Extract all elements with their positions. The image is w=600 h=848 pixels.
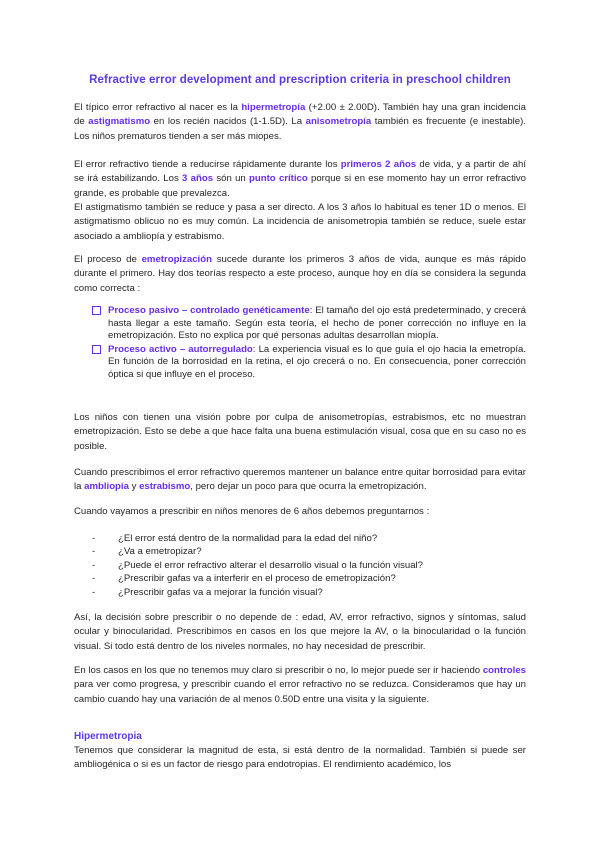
question-item: - ¿Prescribir gafas va a mejorar la función visual? (92, 586, 323, 598)
theory-label: Proceso pasivo – controlado genéticamente (108, 305, 310, 316)
paragraph-hipermetropia: Tenemos que considerar la magnitud de esta, si está dentro de la normalidad. También si puede ser ambliogénica o si es un factor de riesgo para endotropias. El rendimiento académico, los (74, 745, 526, 771)
dash-icon: - (92, 573, 96, 585)
highlight-ambliopia: ambliopía (84, 481, 129, 493)
paragraph-newborn-errors: El típico error refractivo al nacer es la hipermetropía (+2.00 ± 2.00D). También hay una gran incidencia de astigmatismo en los recién nacidos (1-1.5D). La anisometropía también es frecuente (e inestable). Los niños prematuros tienden a ser más miopes. (74, 102, 527, 142)
dash-icon: - (92, 586, 96, 598)
theory-label: Proceso activo – autorregulado (108, 343, 253, 355)
highlight-hipermetropia: hipermetropía (241, 102, 306, 113)
highlight-3-anos: 3 años (182, 173, 214, 185)
dash-icon: - (92, 559, 96, 571)
highlight-estrabismo: estrabismo (139, 481, 191, 493)
paragraph-decision: Así, la decisión sobre prescribir o no depende de : edad, AV, error refractivo, signos y síntomas, salud ocular y binocularidad. Prescribimos en casos en los que mejore la AV, o la binocularidad o la función visual. Si todo está dentro de los niveles normales, no hay necesidad de prescribir. (74, 612, 526, 652)
checkbox-icon (92, 306, 101, 315)
highlight-anisometropia: anisometropía (305, 116, 372, 128)
highlight-primeros-2-anos: primeros 2 años (340, 159, 417, 170)
question-item: - ¿Prescribir gafas va a interferir en el proceso de emetropización? (92, 573, 396, 585)
theory-item-passive: Proceso pasivo – controlado genéticamente: El tamaño del ojo está predeterminado, y crecerá hasta llegar a este tamaño. Según esta teoría, el hecho de poner corrección no influye en la emetropización. Esto no explica por qué personas adultas desarrollan miopía. (92, 305, 526, 343)
paragraph-questions-intro: Cuando vayamos a prescribir en niños menores de 6 años debemos preguntarnos : (74, 506, 430, 517)
highlight-punto-critico: punto crítico (249, 173, 308, 185)
paragraph-reduction: El error refractivo tiende a reducirse rápidamente durante los primeros 2 años de vida, y a partir de ahí se irá estabilizando. Los 3 años són un punto crítico porque si en ese momento hay un error refractivo grande, es probable que prevalezca. (74, 159, 527, 199)
highlight-emetropizacion: emetropización (141, 254, 212, 265)
theory-item-active: Proceso activo – autorregulado: La experiencia visual es lo que guía el ojo hacia la emetropía. En función de la borrosidad en la retina, el ojo crecerá o no. En consecuencia, poner corrección óptica si que influye en el proceso. (92, 344, 526, 382)
paragraph-controls: En los casos en los que no tenemos muy claro si prescribir o no, lo mejor puede ser ir haciendo controles para ver como progresa, y prescribir cuando el error refractivo no se reduzca. Consideramos que hay un cambio cuando hay una variación de al menos 0.50D entre una visita y la siguiente. (74, 665, 526, 705)
highlight-controles: controles (482, 665, 526, 676)
highlight-astigmatismo: astigmatismo (88, 116, 151, 128)
dash-icon: - (92, 533, 96, 544)
section-heading-hipermetropia: Hipermetropia (74, 731, 142, 742)
paragraph-poor-vision: Los niños con tienen una visión pobre por culpa de anisometropías, estrabismos, etc no muestran emetropización. Esto se debe a que hace falta una buena estimulación visual, cosa que en su caso no es posible. (74, 412, 526, 452)
document-title: Refractive error development and prescription criteria in preschool children (89, 74, 511, 86)
question-item: - ¿El error está dentro de la normalidad para la edad del niño? (92, 533, 378, 544)
theory-list (92, 305, 526, 382)
paragraph-astigmatism: El astigmatismo también se reduce y pasa a ser directo. A los 3 años lo habitual es tener 1D o menos. El astigmatismo oblicuo no es muy común. La incidencia de anisometropia también se reduce, suele estar asociado a ambliopía y estrabismo. (74, 202, 526, 242)
paragraph-balance: Cuando prescribimos el error refractivo queremos mantener un balance entre quitar borrosidad para evitar la ambliopía y estrabismo, pero dejar un poco para que ocurra la emetropización. (74, 467, 526, 493)
dash-icon: - (92, 546, 96, 558)
question-item: - ¿Va a emetropizar? (92, 546, 202, 558)
question-list (92, 532, 526, 599)
paragraph-emetropization: El proceso de emetropización sucede durante los primeros 3 años de vida, aunque es más rápido durante el primero. Hay dos teorías respecto a este proceso, aunque hoy en día se considera la segunda como correcta : (74, 254, 526, 294)
question-item: - ¿Puede el error refractivo alterar el desarrollo visual o la función visual? (92, 559, 424, 571)
checkbox-icon (92, 345, 101, 354)
